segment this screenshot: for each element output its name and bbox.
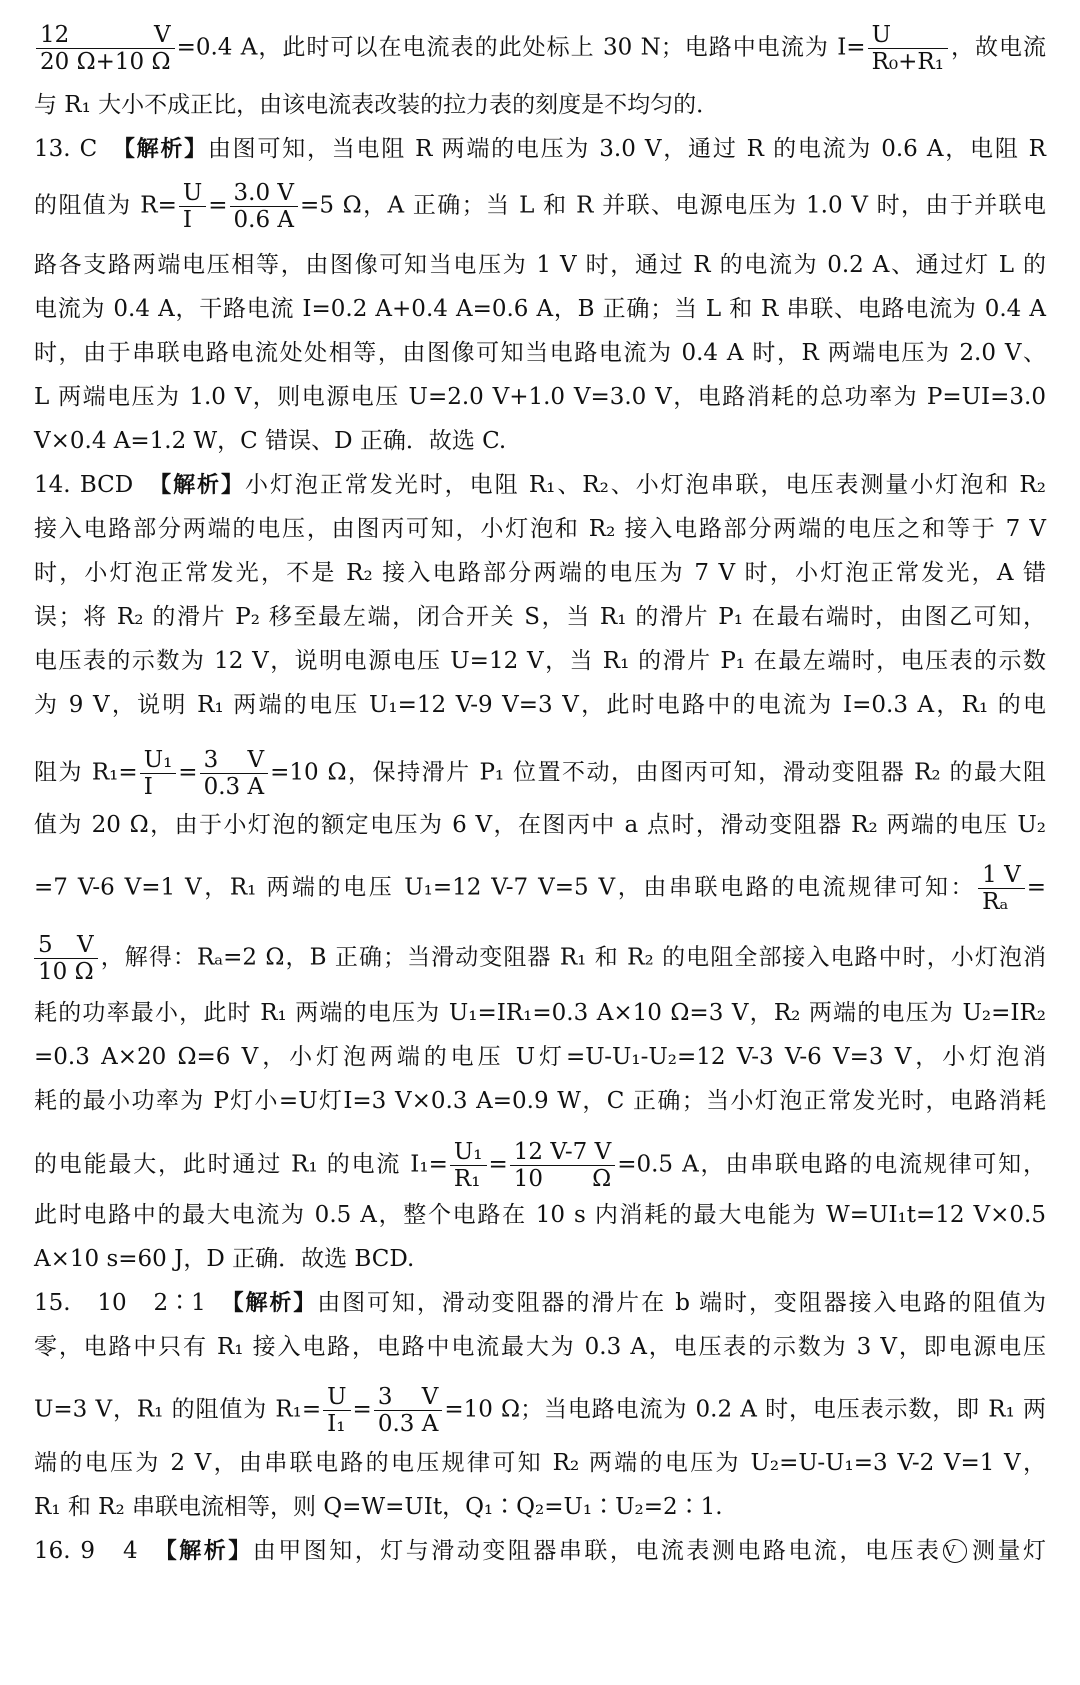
line-11: 时，小灯泡正常发光，不是 R₂ 接入电路部分两端的电压为 7 V 时，小灯泡正常发光，A 错 [34,560,1046,586]
line-23: 此时电路中的最大电流为 0.5 A，整个电路在 10 s 内消耗的最大电能为 W=UI₁t=12 V×0.5 [34,1202,1046,1228]
line-1: 与 R₁ 大小不成正比，由该电流表改装的拉力表的刻度是不均匀的． [34,92,720,118]
line-15: 阻为 R₁= $\frac{\text{U₁}}{I}$ = $\frac{3 V}{0.3 A}$ =10 Ω，保持滑片 P₁ 位置不动，由图丙可知，滑动变阻器 R₂ 的最大阻 [34,747,1046,800]
fraction-11: $\frac{3 V}{0.3 A}$ [374,1384,443,1437]
line-3: 的阻值为 R= $\frac{U}{I}$ = $\frac{3.0 V}{0.6 A}$ =5 Ω，A 正确；当 L 和 R 并联、电源电压为 1.0 V 时，由于并联电 [34,180,1046,233]
line-17: =7 V-6 V=1 V，R₁ 两端的电压 U₁=12 V-7 V=5 V，由串联电路的电流规律可知： $\frac{1 V}{\text{Rₐ}}$ = [34,862,1046,915]
line-21: 耗的最小功率为 P灯小=U灯I=3 V×0.3 A=0.9 W，C 正确；当小灯泡正常发光时，电路消耗 [34,1088,1046,1114]
line-26: 零，电路中只有 R₁ 接入电路，电路中电流最大为 0.3 A，电压表的示数为 3 V，即电源电压 [34,1334,1046,1360]
line-4: 路各支路两端电压相等，由图像可知当电压为 1 V 时，通过 R 的电流为 0.2 A、通过灯 L 的 [34,252,1046,278]
fraction-5: $\frac{3 V}{0.3 A}$ [200,747,269,800]
line-22: 的电能最大，此时通过 R₁ 的电流 I₁= $\frac{\text{U₁}}{\text{R₁}}$ = $\frac{12 V-7 V}{10 \Omega}$ =0.5 A，由串联电路的电流规律可知， [34,1139,1046,1192]
fraction-8: $\frac{\text{U₁}}{\text{R₁}}$ [450,1139,487,1192]
fraction-0: $\frac{12 V}{20 \Omega+10 \Omega}$ [36,22,175,75]
fraction-2: $\frac{U}{I}$ [179,180,206,233]
line-28: 端的电压为 2 V，由串联电路的电压规律可知 R₂ 两端的电压为 U₂=U-U₁=3 V-2 V=1 V， [34,1450,1046,1476]
fraction-7: $\frac{5 V}{10 \Omega}$ [34,932,98,985]
line-8: V×0.4 A=1.2 W，C 错误、D 正确．故选 C. [34,428,507,454]
line-16: 值为 20 Ω，由于小灯泡的额定电压为 6 V，在图丙中 a 点时，滑动变阻器 R₂ 两端的电压 U₂ [34,812,1046,838]
line-25: 15. 10 2∶1 【解析】由图可知，滑动变阻器的滑片在 b 端时，变阻器接入电路的阻值为 [34,1290,1046,1316]
line-9: 14. BCD 【解析】小灯泡正常发光时，电阻 R₁、R₂、小灯泡串联，电压表测量小灯泡和 R₂ [34,472,1046,498]
line-6: 时，由于串联电路电流处处相等，由图像可知当电路电流为 0.4 A 时，R 两端电压为 2.0 V、 [34,340,1046,366]
fraction-10: $\frac{U}{\text{I₁}}$ [323,1384,350,1437]
line-30: 16. 9 4 【解析】由甲图知，灯与滑动变阻器串联，电流表测电路电流，电压表 V 测量灯 [34,1538,1047,1564]
fraction-1: $\frac{U}{\text{R₀+R₁}}$ [868,22,948,75]
line-10: 接入电路部分两端的电压，由图丙可知，小灯泡和 R₂ 接入电路部分两端的电压之和等于 7 V [34,516,1046,542]
line-13: 电压表的示数为 12 V，说明电源电压 U=12 V，当 R₁ 的滑片 P₁ 在最左端时，电压表的示数 [34,648,1046,674]
fraction-9: $\frac{12 V-7 V}{10 \Omega}$ [510,1139,615,1192]
line-12: 误；将 R₂ 的滑片 P₂ 移至最左端，闭合开关 S，当 R₁ 的滑片 P₁ 在最右端时，由图乙可知， [34,604,1046,630]
line-0: $\frac{12 V}{20 \Omega+10 \Omega}$ =0.4 A，此时可以在电流表的此处标上 30 N；电路中电流为 I= $\frac{U}{\text{R₀+R₁}}$ ，故电流 [34,22,1046,75]
line-19: 耗的功率最小，此时 R₁ 两端的电压为 U₁=IR₁=0.3 A×10 Ω=3 V，R₂ 两端的电压为 U₂=IR₂ [34,1000,1046,1026]
voltmeter-symbol: V [943,1539,967,1563]
line-24: A×10 s=60 J，D 正确．故选 BCD. [34,1246,415,1272]
line-2: 13. C 【解析】由图可知，当电阻 R 两端的电压为 3.0 V，通过 R 的电流为 0.6 A，电阻 R [34,136,1046,162]
fraction-4: $\frac{\text{U₁}}{I}$ [140,747,177,800]
line-20: =0.3 A×20 Ω=6 V，小灯泡两端的电压 U灯=U-U₁-U₂=12 V-3 V-6 V=3 V，小灯泡消 [34,1044,1046,1070]
line-29: R₁ 和 R₂ 串联电流相等，则 Q=W=UIt，Q₁∶Q₂=U₁∶U₂=2∶1. [34,1494,723,1520]
fraction-6: $\frac{1 V}{\text{Rₐ}}$ [978,862,1025,915]
line-27: U=3 V，R₁ 的阻值为 R₁= $\frac{U}{\text{I₁}}$ = $\frac{3 V}{0.3 A}$ =10 Ω；当电路电流为 0.2 A 时，电压表示数，即 R₁ 两 [34,1384,1046,1437]
line-14: 为 9 V，说明 R₁ 两端的电压 U₁=12 V-9 V=3 V，此时电路中的电流为 I=0.3 A，R₁ 的电 [34,692,1046,718]
fraction-3: $\frac{3.0 V}{0.6 A}$ [230,180,299,233]
line-5: 电流为 0.4 A，干路电流 I=0.2 A+0.4 A=0.6 A，B 正确；当 L 和 R 串联、电路电流为 0.4 A [34,296,1046,322]
line-7: L 两端电压为 1.0 V，则电源电压 U=2.0 V+1.0 V=3.0 V，电路消耗的总功率为 P=UI=3.0 [34,384,1046,410]
line-18: $\frac{5 V}{10 \Omega}$ ，解得：Rₐ=2 Ω，B 正确；当滑动变阻器 R₁ 和 R₂ 的电阻全部接入电路中时，小灯泡消 [34,932,1046,985]
